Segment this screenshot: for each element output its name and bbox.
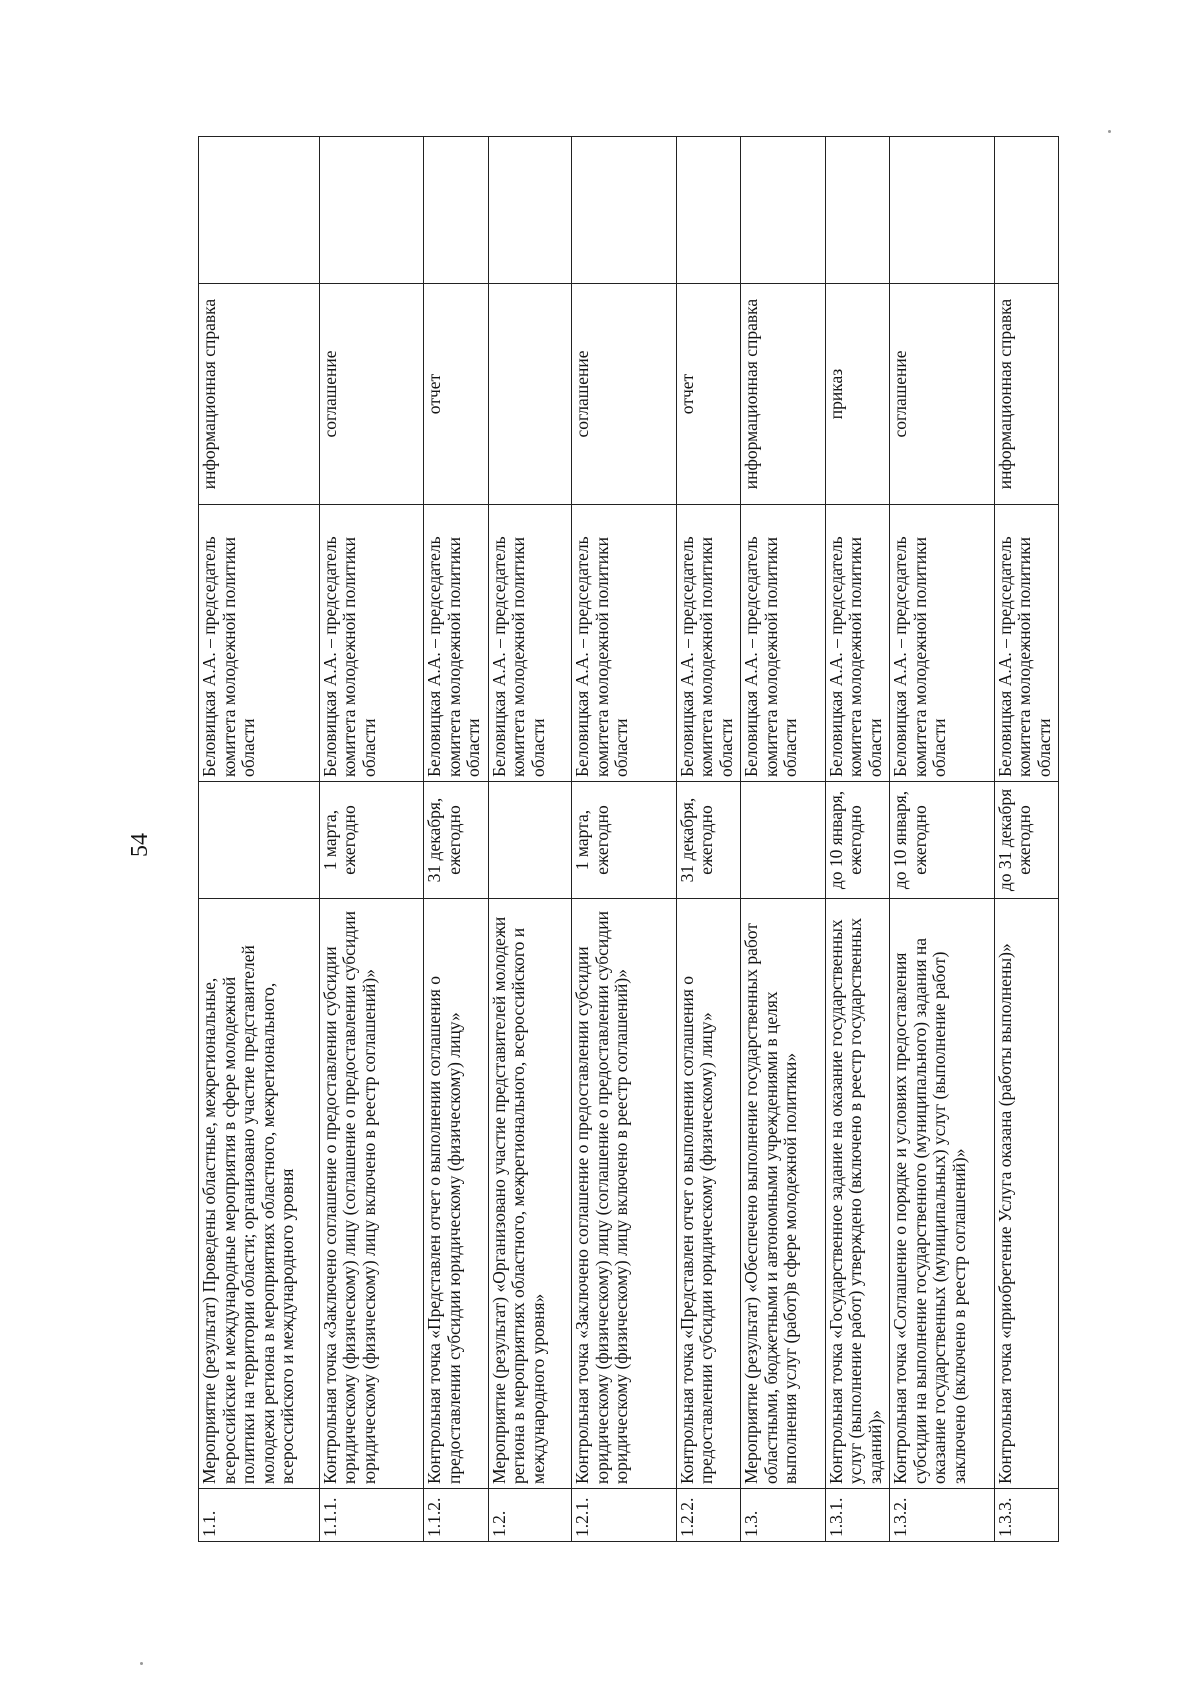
plan-table-body [199,137,1059,1542]
row-text: Контрольная точка «Представлен отчет о выполнении соглашения о предоставлении субсидии юридическому (физическому) лицу» [424,899,488,1489]
row-extra [572,137,677,284]
row-date: до 31 декабря ежегодно [994,782,1058,899]
row-extra [424,137,488,284]
row-document-type: отчет [424,284,488,505]
row-text: Контрольная точка «Заключено соглашение о предоставлении субсидии юридическому (физическому) лицу (соглашение о предоставлении субсидии юридическому (физическому) лицу включено в реестр соглашений)» [319,899,424,1489]
row-text: Контрольная точка «приобретение Услуга оказана (работы выполнены)» [994,899,1058,1489]
table-row [199,137,320,1542]
page-number: 54 [127,833,153,857]
row-text: Контрольная точка «Соглашение о порядке и условиях предоставления субсидии на выполнение государственного (муниципального) задания на оказание государственных (муниципальных) услуг (выполнение работ) заключено (включено в реестр соглашений)» [889,899,994,1489]
table-row [572,137,677,1542]
row-responsible: Беловицкая А.А. – председатель комитета молодежной политики области [676,505,740,782]
row-number: 1.3.3. [994,1489,1058,1542]
table-row [741,137,826,1542]
scan-speck [1108,130,1111,133]
row-date [488,782,572,899]
row-document-type: соглашение [319,284,424,505]
table-row [424,137,488,1542]
row-number: 1.3. [741,1489,826,1542]
row-text: Мероприятие (результат) Проведены областные, межрегиональные, всероссийские и международные мероприятия в сфере молодежной политики на территории области; организовано участие представителей молодежи региона в мероприятиях областного, межрегионального, всероссийского и международного уровня [199,899,320,1489]
row-responsible: Беловицкая А.А. – председатель комитета молодежной политики области [889,505,994,782]
row-date: 1 марта, ежегодно [319,782,424,899]
row-document-type: отчет [676,284,740,505]
row-number: 1.2.2. [676,1489,740,1542]
row-text: Мероприятие (результат) «Организовано участие представителей молодежи региона в мероприятиях областного, межрегионального, всероссийского и международного уровня» [488,899,572,1489]
table-row [676,137,740,1542]
row-text: Мероприятие (результат) «Обеспечено выполнение государственных работ областными, бюджетными и автономными учреждениями в целях выполнения услуг (работ)в сфере молодежной политики» [741,899,826,1489]
row-number: 1.1.2. [424,1489,488,1542]
row-number: 1.3.2. [889,1489,994,1542]
row-responsible: Беловицкая А.А. – председатель комитета молодежной политики области [825,505,889,782]
row-document-type: соглашение [889,284,994,505]
row-date: 31 декабря, ежегодно [676,782,740,899]
row-date: до 10 января, ежегодно [825,782,889,899]
row-number: 1.3.1. [825,1489,889,1542]
row-document-type: приказ [825,284,889,505]
row-number: 1.1.1. [319,1489,424,1542]
row-responsible: Беловицкая А.А. – председатель комитета молодежной политики области [572,505,677,782]
row-responsible: Беловицкая А.А. – председатель комитета молодежной политики области [741,505,826,782]
row-extra [199,137,320,284]
row-date: 31 декабря, ежегодно [424,782,488,899]
row-responsible: Беловицкая А.А. – председатель комитета молодежной политики области [424,505,488,782]
row-responsible: Беловицкая А.А. – председатель комитета молодежной политики области [488,505,572,782]
row-number: 1.2.1. [572,1489,677,1542]
rotated-table-wrapper [198,137,1059,1542]
row-text: Контрольная точка «Представлен отчет о выполнении соглашения о предоставлении субсидии юридическому (физическому) лицу» [676,899,740,1489]
table-row [889,137,994,1542]
row-extra [825,137,889,284]
row-responsible: Беловицкая А.А. – председатель комитета молодежной политики области [994,505,1058,782]
row-document-type: информационная справка [994,284,1058,505]
row-text: Контрольная точка «Заключено соглашение о предоставлении субсидии юридическому (физическому) лицу (соглашение о предоставлении субсидии юридическому (физическому) лицу включено в реестр соглашений)» [572,899,677,1489]
row-number: 1.1. [199,1489,320,1542]
row-document-type: информационная справка [199,284,320,505]
table-row [994,137,1058,1542]
table-row [825,137,889,1542]
scan-speck [140,1662,143,1665]
row-extra [319,137,424,284]
table-row [488,137,572,1542]
row-document-type [488,284,572,505]
row-document-type: информационная справка [741,284,826,505]
row-text: Контрольная точка «Государственное задание на оказание государственных услуг (выполнение работ) утверждено (включено в реестр государственных заданий)» [825,899,889,1489]
row-document-type: соглашение [572,284,677,505]
row-responsible: Беловицкая А.А. – председатель комитета молодежной политики области [319,505,424,782]
row-extra [676,137,740,284]
row-date: 1 марта, ежегодно [572,782,677,899]
row-date: до 10 января, ежегодно [889,782,994,899]
row-date [741,782,826,899]
row-extra [994,137,1058,284]
row-responsible: Беловицкая А.А. – председатель комитета молодежной политики области [199,505,320,782]
row-extra [488,137,572,284]
row-number: 1.2. [488,1489,572,1542]
plan-table [198,136,1059,1542]
row-extra [889,137,994,284]
row-date [199,782,320,899]
table-row [319,137,424,1542]
row-extra [741,137,826,284]
